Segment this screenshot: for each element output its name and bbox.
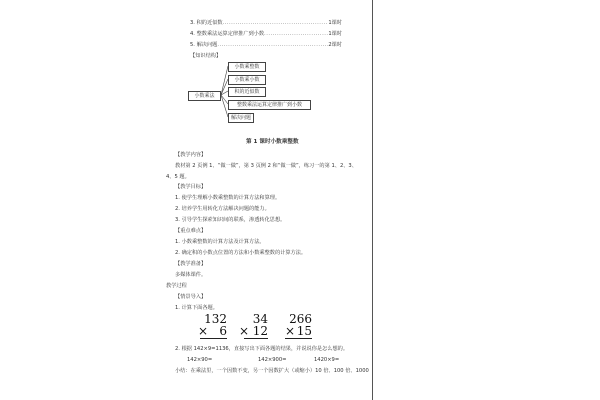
- section-heading: 【教学内容】: [175, 152, 207, 158]
- knowledge-branch: 解决问题: [228, 113, 254, 123]
- lesson-title: 第 1 课时小数乘整数: [246, 139, 299, 145]
- goal-item: 3. 引导学生探索知识间的联系，渗透转化思想。: [175, 217, 286, 223]
- vertical-calc: 266 15: [285, 313, 312, 339]
- knowledge-root: 小数乘法: [188, 91, 221, 101]
- question-text: 2. 根据 142×9=1136，直接写出下面各题的结果，并说说你是怎么想的。: [175, 346, 349, 352]
- knowledge-branch: 小数乘小数: [228, 75, 266, 85]
- question-item: 142×900=: [258, 357, 287, 363]
- question-item: 1420×9=: [314, 357, 340, 363]
- goal-item: 1. 使学生理解小数乘整数的计算方法和算理。: [175, 195, 281, 201]
- prep-text: 多媒体课件。: [175, 272, 207, 278]
- toc-line: 5. 解决问题 ..... 2课时: [190, 42, 342, 49]
- summary-text: 小结：在乘法里，一个因数不变，另一个因数扩大（或缩小）10 倍、100 倍、1000: [175, 368, 369, 374]
- multiply-sign: ×: [198, 324, 209, 338]
- knowledge-heading: 【知识结构】: [190, 53, 222, 59]
- section-heading: 【重点难点】: [175, 228, 207, 234]
- section-heading: 【教学准备】: [175, 261, 207, 267]
- knowledge-branch: 整数乘法运算定律推广到小数: [228, 100, 311, 110]
- content-text: 4、5 题。: [166, 174, 190, 180]
- section-heading: 【教学目标】: [175, 184, 207, 190]
- vertical-calc: 132 6: [200, 313, 227, 339]
- knowledge-branch: 积的近似数: [228, 87, 266, 97]
- content-text: 教材第 2 页例 1、“做一做”，第 3 页例 2 和“做一做”，练习一的第 1、2、3、: [175, 163, 357, 169]
- key-item: 2. 确定积的小数点位置的方法和小数乘整数的计算方法。: [175, 250, 307, 256]
- intro-item: 1. 计算下面各题。: [175, 305, 218, 311]
- vertical-calc: 34 12: [244, 313, 268, 339]
- key-item: 1. 小数乘整数的计算方法及计算方法。: [175, 239, 265, 245]
- goal-item: 2. 培养学生用转化方法解决问题的能力。: [175, 206, 270, 212]
- section-heading: 【情景导入】: [175, 294, 207, 300]
- process-heading: 教学过程: [166, 283, 187, 289]
- question-item: 142×90=: [187, 357, 213, 363]
- multiply-sign: ×: [285, 324, 296, 338]
- knowledge-branch: 小数乘整数: [228, 62, 266, 72]
- toc-line: 3. 积的近似数 ..... 1课时: [190, 20, 342, 27]
- toc-line: 4. 整数乘法运算定律推广到小数 ..... 1课时: [190, 31, 342, 38]
- multiply-sign: ×: [239, 324, 250, 338]
